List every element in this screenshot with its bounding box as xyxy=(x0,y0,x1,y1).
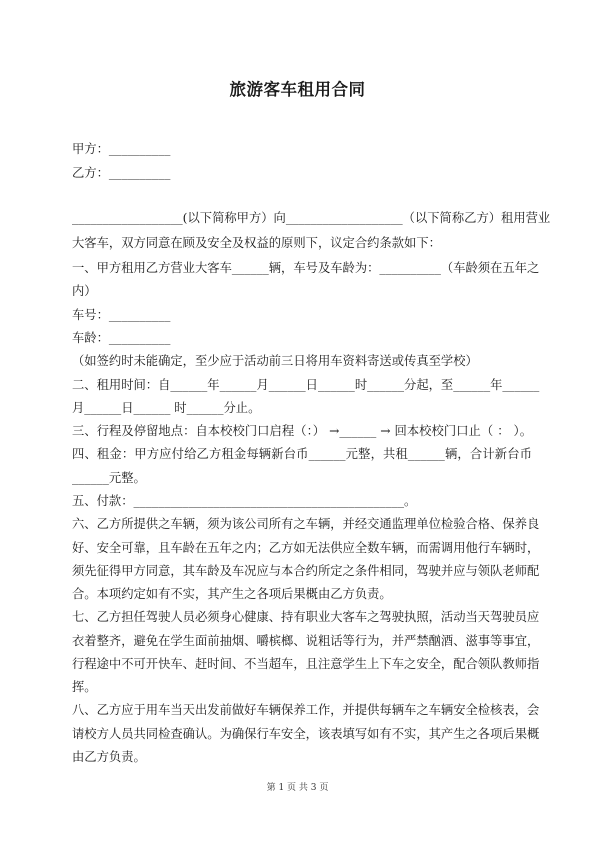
note-line: （如签约时未能确定，至少应于活动前三日将用车资料寄送或传真至学校） xyxy=(72,354,478,368)
clause-4-line: 四、租金：甲方应付给乙方租金每辆新台币______元整，共租______辆，合计新台币 xyxy=(72,447,532,461)
document-title: 旅游客车租用合同 xyxy=(229,80,366,99)
clause-3-line: 三、行程及停留地点：自本校校门口启程（：） →______ → 回本校校门口止（ ： ）。 xyxy=(72,424,532,438)
clause-4-line: ______元整。 xyxy=(72,471,146,485)
clause-7-line: 行程途中不可开快车、赶时间、不当超车，且注意学生上下车之安全，配合领队教师指 xyxy=(72,657,540,671)
vehicle-number-line: 车号：__________ xyxy=(72,308,171,322)
clause-2-line: 二、租用时间：自______年______月______日______时______分起，至______年______ xyxy=(72,378,540,392)
clause-6-line: 合。本项约定如有不实，其产生之各项后果概由乙方负责。 xyxy=(72,587,392,601)
body-line: __________________(以下简称甲方）向___________________（以下简称乙方）租用营业 xyxy=(72,211,551,225)
body-line: 大客车，双方同意在顾及安全及权益的原则下，议定合约条款如下： xyxy=(72,236,441,250)
clause-1-line: 一、甲方租用乙方营业大客车______辆，车号及车龄为：__________（车龄须在五年之 xyxy=(72,261,540,275)
vehicle-age-line: 车龄：__________ xyxy=(72,331,171,345)
clause-8-line: 请校方人员共同检查确认。为确保行车安全，该表填写如有不实，其产生之各项后果概 xyxy=(72,727,540,741)
clause-7-line: 衣着整齐，避免在学生面前抽烟、嚼槟榔、说粗话等行为，并严禁酗酒、滋事等事宜， xyxy=(72,634,540,648)
clause-6-line: 好、安全可靠，且车龄在五年之内；乙方如无法供应全数车辆，而需调用他行车辆时， xyxy=(72,541,540,555)
clause-8-line: 由乙方负责。 xyxy=(72,750,146,764)
page-footer: 第 1 页 共 3 页 xyxy=(266,783,329,793)
clause-6-line: 须先征得甲方同意，其车龄及车况应与本合约所定之条件相同，驾驶并应与领队老师配 xyxy=(72,564,540,578)
clause-7-line: 七、乙方担任驾驶人员必须身心健康、持有职业大客车之驾驶执照，活动当天驾驶员应 xyxy=(72,610,540,624)
party-a-line: 甲方：__________ xyxy=(72,142,171,156)
clause-7-line: 挥。 xyxy=(72,680,97,694)
clause-5-line: 五、付款：____________________________________________。 xyxy=(72,494,417,508)
party-b-line: 乙方：__________ xyxy=(72,166,171,180)
clause-6-line: 六、乙方所提供之车辆，须为该公司所有之车辆，并经交通监理单位检验合格、保养良 xyxy=(72,517,540,531)
clause-8-line: 八、乙方应于用车当天出发前做好车辆保养工作，并提供每辆车之车辆安全检核表，会 xyxy=(72,703,540,717)
clause-1-line: 内） xyxy=(72,284,97,298)
clause-2-line: 月______日______ 时______分止。 xyxy=(72,401,261,415)
